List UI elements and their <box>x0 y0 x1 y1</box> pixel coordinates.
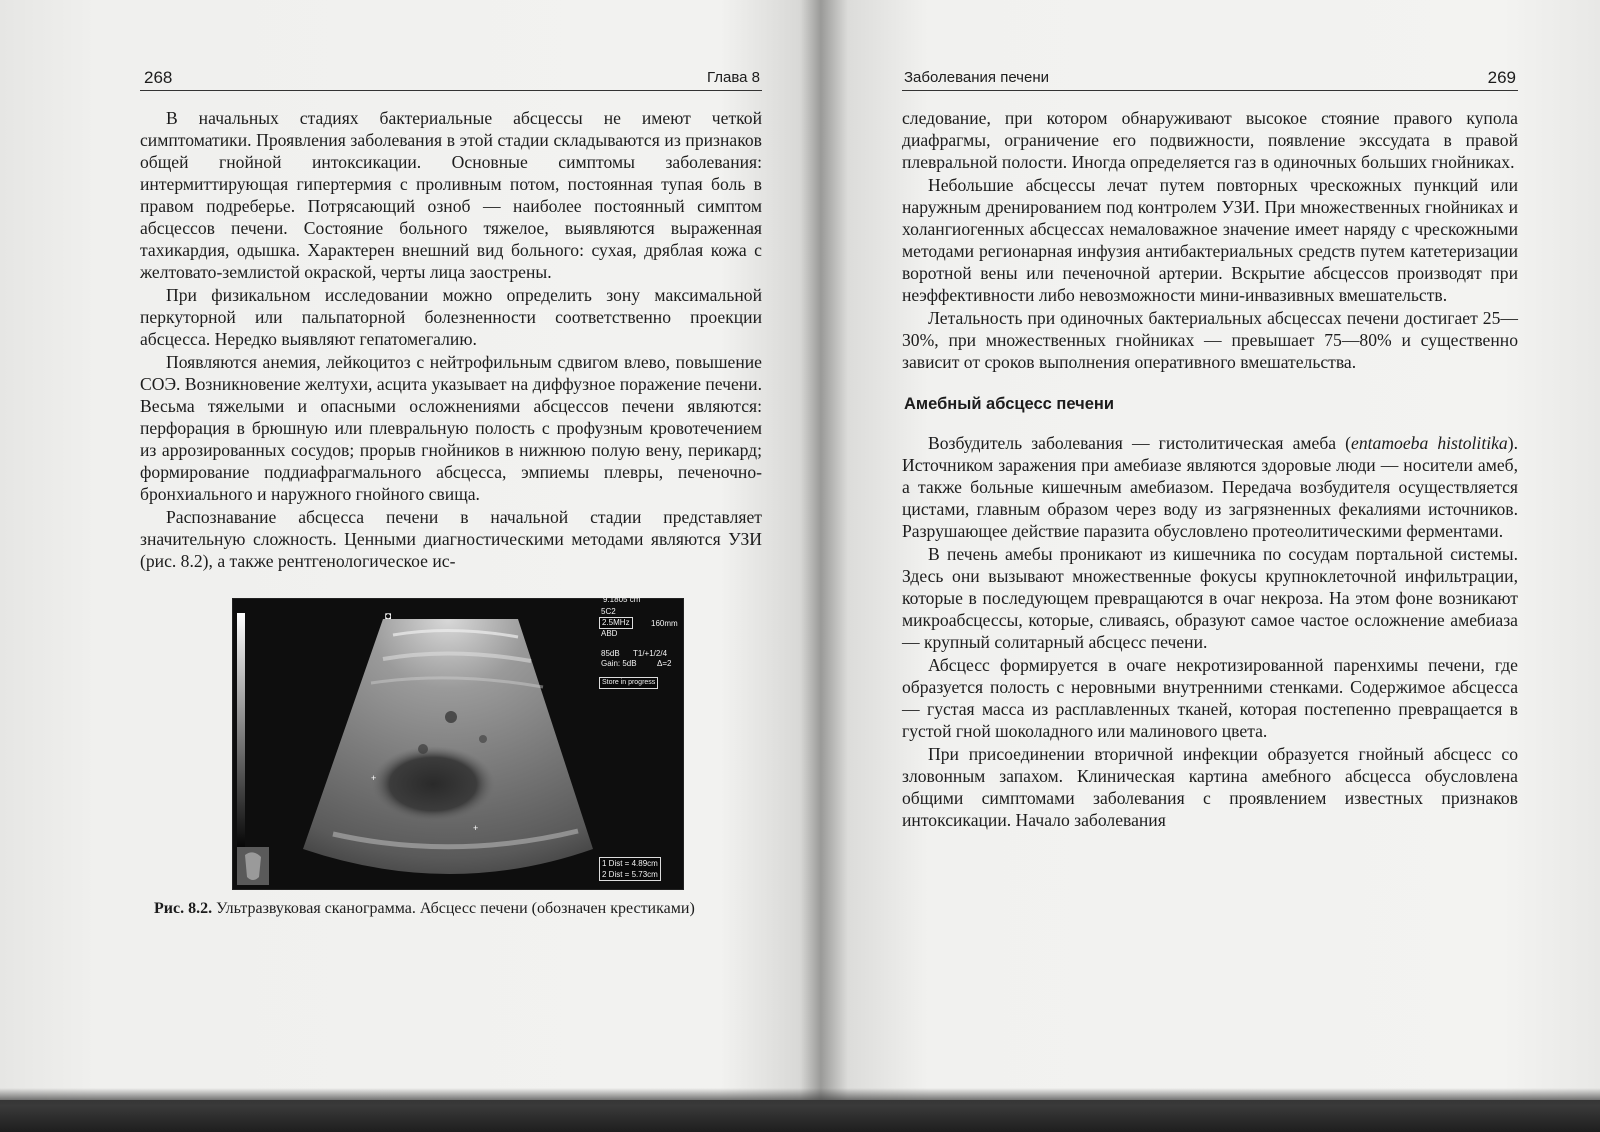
svg-text:◘: ◘ <box>385 611 392 622</box>
scan-distances <box>599 857 661 881</box>
figure-caption-text: Ультразвуковая сканограмма. Абсцесс печени (обозначен крестиками) <box>216 900 695 917</box>
scan-probe: 5C2 <box>601 607 616 616</box>
paragraph: Небольшие абсцессы лечат путем повторных чрескожных пункций или наружным дренированием под контролем УЗИ. При множественных гнойниках и холангиогенных абсцессах немаловажное значение имеет наряду с чрескожными методами регионарная инфузия антибактериальных средств путем катетеризации воротной вены или печеночной артерии. Вскрытие абсцессов производят при неэффективности либо невозможности мини-инвазивных вмешательств. <box>902 175 1518 305</box>
right-body-text <box>902 107 1518 831</box>
right-page-number: 269 <box>1487 68 1516 87</box>
scan-delta: Δ=2 <box>657 659 672 668</box>
paragraph: При присоединении вторичной инфекции образуется гнойный абсцесс со зловонным запахом. Клиническая картина амебного абсцесса обусловлена общими симптомами заболевания с проявлением известных признаков интоксикации. Начало заболевания <box>902 744 1518 830</box>
scan-preset: ABD <box>601 629 618 638</box>
svg-text:+: + <box>371 773 377 783</box>
paragraph: Абсцесс формируется в очаге некротизированной паренхимы печени, где образуется полость с неровными внутренними стенками. Содержимое абсцесса — густая масса из расплавленных тканей, которая постепенно превращается в густой гной шоколадного или малинового цвета. <box>902 655 1518 741</box>
left-running-head <box>140 64 762 91</box>
paragraph: Распознавание абсцесса печени в начальной стадии представляет значительную сложность. Ценными диагностическими методами являются УЗИ (рис. 8.2), а также рентгенологическое ис- <box>140 507 762 571</box>
section-heading: Амебный абсцесс печени <box>904 395 1115 413</box>
scan-gain: Gain: 5dB <box>601 659 637 668</box>
scan-depth: 160mm <box>651 619 678 628</box>
paragraph: Летальность при одиночных бактериальных абсцессах печени достигает 25—30%, при множественных гнойниках — превышает 75—80% и существенно зависит от сроков выполнения оперативного вмешательства. <box>902 308 1518 372</box>
figure-caption <box>154 898 762 919</box>
scan-bottom-shadow <box>0 1088 1600 1132</box>
left-body-text <box>140 107 762 572</box>
scan-depth-top: 9.1805 cm <box>603 595 641 604</box>
paragraph: В печень амебы проникают из кишечника по сосудам портальной системы. Здесь они вызывают множественные фокусы крупноклеточной инфильтрации, которые в последующем превращаются в очаг некроза. На этом фоне возникают микроабсцессы, которые, сливаясь, образуют самое частое осложнение амебиаза — крупный солитарный абсцесс печени. <box>902 544 1518 652</box>
paragraph: В начальных стадиях бактериальные абсцессы не имеют четкой симптоматики. Проявления заболевания в этой стадии складываются из признаков общей гнойной интоксикации. Основные симптомы заболевания: интермиттирующая гипертермия с проливным потом, постоянная тупая боль в правом подреберье. Потрясающий озноб — наиболее постоянный симптом абсцессов печени. Состояние больного тяжелое, выявляются выраженная тахикардия, одышка. Характерен внешний вид больного: сухая, дряблая кожа с желтовато-землистой окраской, черты лица заострены. <box>140 108 762 282</box>
scan-status: Store in progress <box>599 677 658 689</box>
left-page-number: 268 <box>144 68 173 87</box>
left-page <box>140 64 762 919</box>
scan-db: 85dB <box>601 649 620 658</box>
scan-frequency: 2.5MHz <box>599 617 633 629</box>
ultrasound-scan-image <box>233 599 683 889</box>
latin-term: entamoeba histolitika <box>1351 433 1508 453</box>
scan-dist-2: 2 Dist = 5.73cm <box>602 870 658 879</box>
right-running-title: Заболевания печени <box>904 69 1049 86</box>
right-running-head <box>902 64 1518 91</box>
paragraph-text: Возбудитель заболевания — гистолитическая амеба ( <box>928 433 1352 453</box>
paragraph <box>902 432 1518 542</box>
scan-ti: T1/+1/2/4 <box>633 649 668 658</box>
left-running-title: Глава 8 <box>706 69 760 86</box>
right-page <box>902 64 1518 831</box>
paragraph: следование, при котором обнаруживают высокое стояние правого купола диафрагмы, ограничение его подвижности, появление экссудата в правой плевральной полости. Иногда определяется газ в одиночных больших гнойниках. <box>902 108 1518 172</box>
paragraph-text: ). Источником заражения при амебиазе являются здоровые люди — носители амеб, а также больные кишечным амебиазом. Передача возбудителя осуществляется цистами, главным образом через воду из загрязненных фекалиями источников. Разрушающее действие паразита обусловлено протеолитическими ферментами. <box>902 433 1518 541</box>
scan-dist-1: 1 Dist = 4.89cm <box>602 859 658 868</box>
svg-text:+: + <box>473 823 479 833</box>
paragraph: При физикальном исследовании можно определить зону максимальной перкуторной или пальпаторной болезненности соответственно проекции абсцесса. Нередко выявляют гепатомегалию. <box>140 285 762 349</box>
figure-caption-label: Рис. 8.2. <box>154 900 213 917</box>
ultrasound-figure <box>232 595 684 890</box>
paragraph: Появляются анемия, лейкоцитоз с нейтрофильным сдвигом влево, повышение СОЭ. Возникновение желтухи, асцита указывает на диффузное поражение печени. Весьма тяжелыми и опасными осложнениями абсцессов печени являются: перфорация в брюшную или плевральную полость с профузным кровотечением из аррозированных сосудов; прорыв гнойников в нижнюю полую вену, перикард; формирование поддиафрагмального абсцесса, эмпиемы плевры, печеночно-бронхиального и наружного гнойного свища. <box>140 352 762 504</box>
